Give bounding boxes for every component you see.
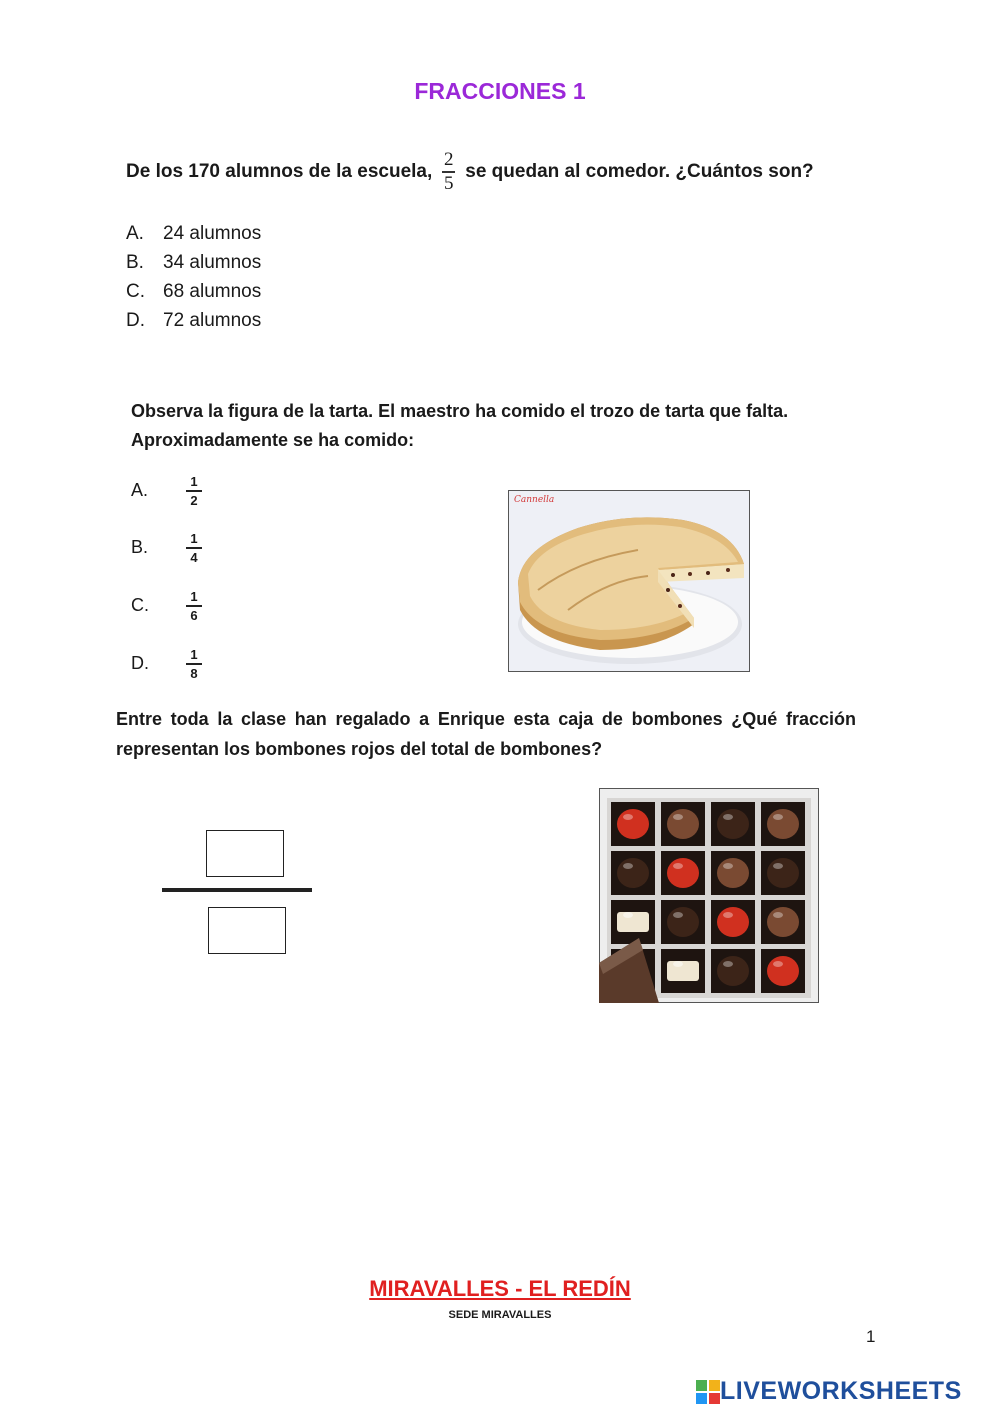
- question-1-fraction: [442, 150, 455, 194]
- option-fraction: $\frac{1}{8}$: [186, 647, 202, 681]
- chocolate: [617, 858, 649, 888]
- option-d[interactable]: D. $\frac{1}{8}$: [131, 647, 202, 681]
- chocolate-highlight: [673, 912, 683, 918]
- cake-image: [508, 490, 750, 672]
- question-2-line-1: Observa la figura de la tarta. El maestro ha comido el trozo de tarta que falta.: [131, 401, 789, 421]
- chocolate: [767, 809, 799, 839]
- red-chocolate: [767, 956, 799, 986]
- chocolate-highlight: [723, 912, 733, 918]
- chocolate: [767, 907, 799, 937]
- question-3-text: Entre toda la clase han regalado a Enrique esta caja de bombones ¿Qué fracción representan los bombones rojos del total de bombones?: [116, 709, 856, 759]
- chocolate-highlight: [723, 961, 733, 967]
- chocolate-highlight: [623, 912, 633, 918]
- chocolate-highlight: [673, 814, 683, 820]
- option-fraction: $\frac{1}{6}$: [186, 589, 202, 623]
- chocolate: [767, 858, 799, 888]
- school-name: MIRAVALLES - EL REDÍN: [369, 1276, 631, 1301]
- chocolate-box-image: [599, 788, 819, 1003]
- question-2: [131, 397, 788, 455]
- liveworksheets-logo: [696, 1377, 962, 1406]
- question-1-text-after: se quedan al comedor. ¿Cuántos son?: [465, 160, 814, 182]
- chocolate-highlight: [723, 814, 733, 820]
- school-branch: SEDE MIRAVALLES: [448, 1309, 552, 1321]
- chocolate-highlight: [773, 912, 783, 918]
- chocolate-highlight: [673, 863, 683, 869]
- worksheet-title: FRACCIONES 1: [414, 78, 586, 104]
- option-d[interactable]: D. 72 alumnos: [126, 310, 262, 331]
- chocolate-highlight: [723, 863, 733, 869]
- option-a[interactable]: A. 24 alumnos: [126, 223, 262, 244]
- option-c[interactable]: C. $\frac{1}{6}$: [131, 589, 202, 623]
- option-a[interactable]: A. $\frac{1}{2}$: [131, 474, 202, 508]
- page-number: 1: [866, 1327, 876, 1346]
- chocolate: [717, 809, 749, 839]
- chocolate-highlight: [773, 961, 783, 967]
- option-b[interactable]: B. $\frac{1}{4}$: [131, 531, 202, 565]
- question-2-line-2: Aproximadamente se ha comido:: [131, 430, 415, 450]
- option-fraction: $\frac{1}{4}$: [186, 531, 202, 565]
- fraction-bar: [162, 888, 312, 892]
- red-chocolate: [667, 858, 699, 888]
- option-c[interactable]: C. 68 alumnos: [126, 281, 262, 302]
- chocolate-highlight: [773, 863, 783, 869]
- fraction-numerator: 2: [444, 149, 454, 170]
- red-chocolate: [717, 907, 749, 937]
- chocolate: [667, 907, 699, 937]
- numerator-input[interactable]: [206, 830, 284, 877]
- option-b[interactable]: B. 34 alumnos: [126, 252, 262, 273]
- chocolate-highlight: [673, 961, 683, 967]
- chocolate-highlight: [623, 863, 633, 869]
- chocolate-highlight: [623, 814, 633, 820]
- chocolate-highlight: [773, 814, 783, 820]
- denominator-input[interactable]: [208, 907, 286, 954]
- question-1-options: [126, 223, 261, 339]
- brand-name: LIVEWORKSHEETS: [720, 1377, 962, 1405]
- question-1: [126, 150, 814, 194]
- liveworksheets-icon: [696, 1380, 720, 1404]
- fraction-denominator: 5: [444, 172, 454, 194]
- option-fraction: $\frac{1}{2}$: [186, 474, 202, 508]
- cake-image-watermark: Cannella: [514, 495, 555, 505]
- question-1-text-before: De los 170 alumnos de la escuela,: [126, 160, 433, 182]
- red-chocolate: [617, 809, 649, 839]
- chocolate: [717, 858, 749, 888]
- chocolate: [717, 956, 749, 986]
- chocolate: [667, 809, 699, 839]
